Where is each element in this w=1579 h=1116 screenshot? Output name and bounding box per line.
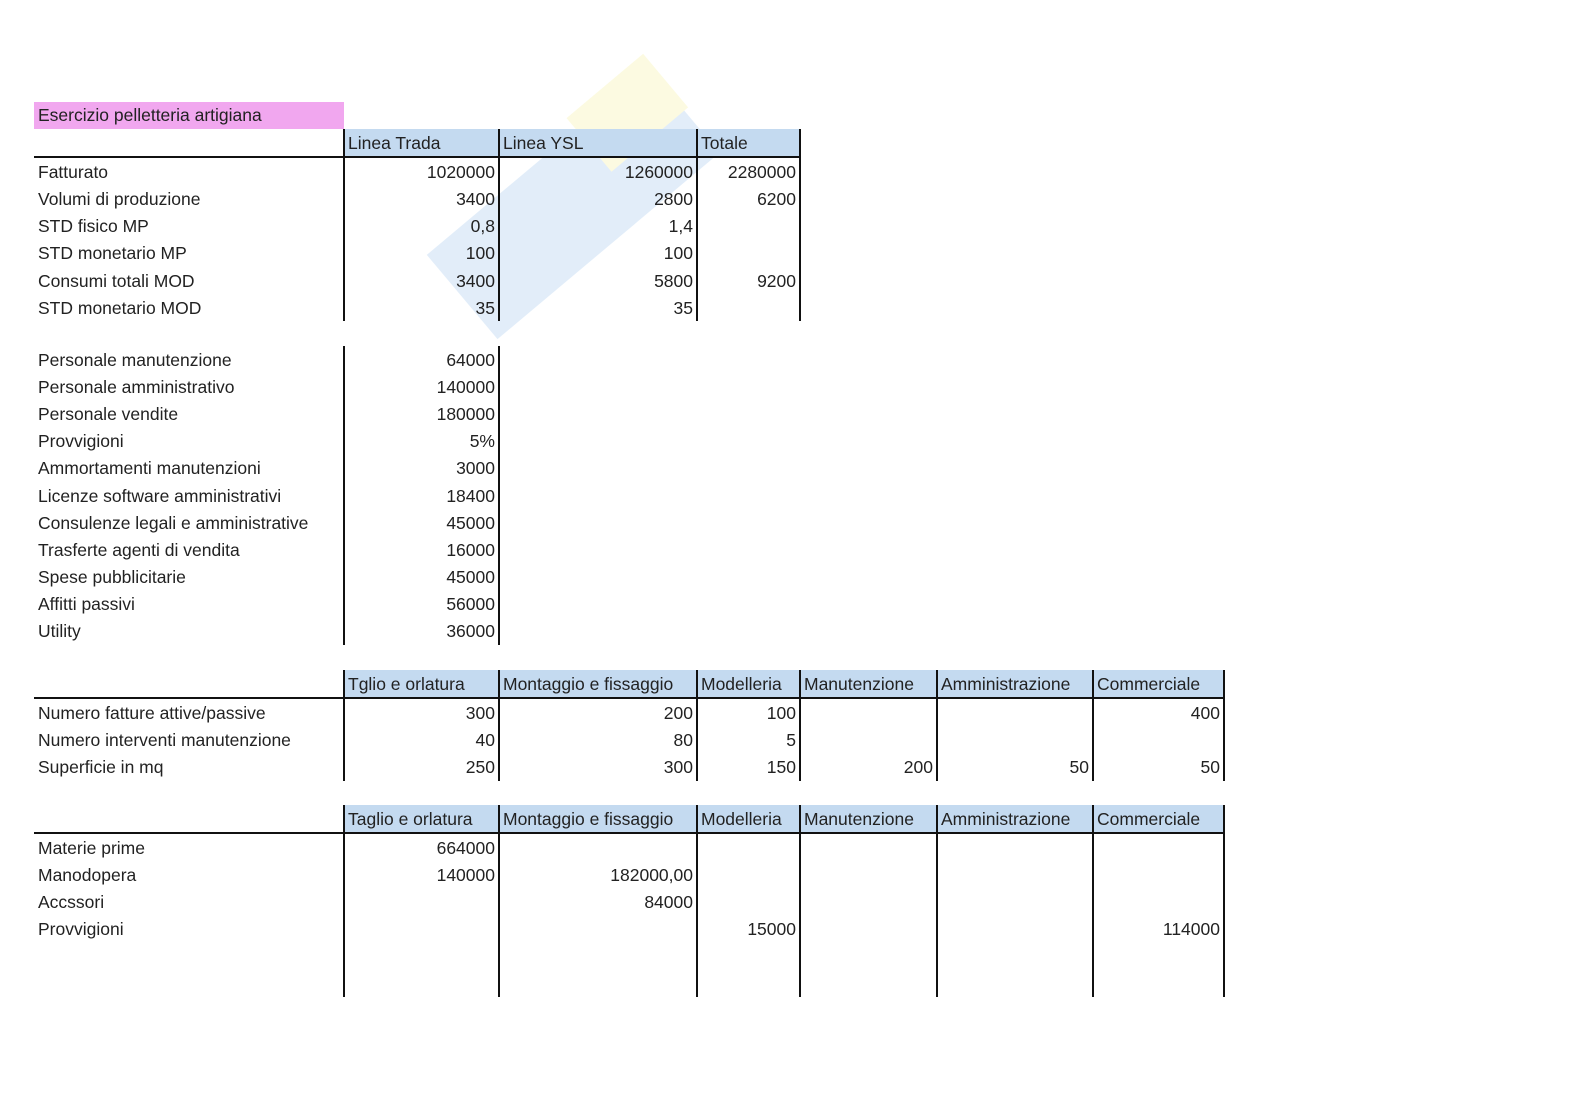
cell-value (1093, 833, 1224, 861)
cell-value (800, 916, 937, 943)
cell-value: 16000 (344, 536, 499, 563)
header-empty-cell (34, 670, 344, 698)
cell-value (937, 970, 1093, 997)
table-production (34, 129, 801, 321)
cell-value (1093, 861, 1224, 888)
row-label: Ammortamenti manutenzioni (38, 458, 261, 479)
table-header-row (34, 129, 800, 157)
table-row (34, 509, 499, 536)
table-row (34, 482, 499, 509)
cell-value: 114000 (1093, 916, 1224, 943)
table-row (34, 618, 499, 645)
row-label (34, 943, 344, 970)
cell-value: 84000 (499, 889, 697, 916)
table-row (34, 889, 1224, 916)
table-row (34, 240, 800, 267)
cell-value: 1,4 (499, 213, 697, 240)
cell-value: 5 (697, 726, 800, 753)
cell-value (1093, 943, 1224, 970)
cell-value (937, 726, 1093, 753)
table-costs (34, 346, 500, 645)
table-row (34, 213, 800, 240)
cell-value: 40 (344, 726, 499, 753)
header-cell: Montaggio e fissaggio (499, 805, 697, 833)
row-label: Licenze software amministrativi (38, 485, 282, 506)
cell-value (697, 240, 800, 267)
cell-value (499, 943, 697, 970)
table-row (34, 536, 499, 563)
table-row (34, 698, 1224, 726)
row-label: Consulenze legali e amministrative (38, 512, 309, 533)
header-empty-cell (34, 129, 344, 157)
cell-value: 200 (800, 754, 937, 781)
cell-value (697, 294, 800, 321)
cell-value: 35 (344, 294, 499, 321)
cell-value (800, 861, 937, 888)
cell-value: 150 (697, 754, 800, 781)
cell-value: 45000 (344, 564, 499, 591)
cell-value: 300 (344, 698, 499, 726)
cell-value (697, 889, 800, 916)
table-header-row (34, 805, 1224, 833)
table-row (34, 833, 1224, 861)
row-label: Numero fatture attive/passive (34, 698, 344, 726)
table-row (34, 157, 800, 185)
cell-value: 200 (499, 698, 697, 726)
header-cell: Commerciale (1093, 805, 1224, 833)
row-label: Personale amministrativo (38, 376, 235, 397)
cell-value: 50 (1093, 754, 1224, 781)
cell-value: 3000 (344, 455, 499, 482)
row-label: Accssori (38, 892, 105, 913)
cell-value (1093, 889, 1224, 916)
cell-value (499, 916, 697, 943)
sheet-title: Esercizio pelletteria artigiana (34, 102, 344, 129)
cell-value (697, 943, 800, 970)
cell-value (344, 970, 499, 997)
row-label: Provvigioni (38, 919, 124, 940)
cell-value: 2800 (499, 185, 697, 212)
cell-value (499, 833, 697, 861)
cell-value: 100 (697, 698, 800, 726)
cell-value: 35 (499, 294, 697, 321)
table-header-row (34, 670, 1224, 698)
table-row (34, 916, 1224, 943)
cell-value: 2280000 (697, 157, 800, 185)
cell-value: 5% (344, 428, 499, 455)
table-row (34, 754, 1224, 781)
row-label: Materie prime (34, 833, 344, 861)
cell-value (344, 889, 499, 916)
cell-value (937, 943, 1093, 970)
cell-value: 100 (499, 240, 697, 267)
cell-value (937, 916, 1093, 943)
cell-value: 15000 (697, 916, 800, 943)
cell-value: 9200 (697, 267, 800, 294)
row-label: STD fisico MP (38, 216, 149, 237)
table-row (34, 267, 800, 294)
cell-value: 3400 (344, 185, 499, 212)
table-row (34, 428, 499, 455)
header-cell: Commerciale (1093, 670, 1224, 698)
cell-value (937, 889, 1093, 916)
table-drivers (34, 670, 1225, 781)
cell-value (1093, 726, 1224, 753)
cell-value (697, 970, 800, 997)
cell-value (800, 889, 937, 916)
cell-value (697, 213, 800, 240)
row-label: Superficie in mq (38, 757, 164, 778)
cell-value (344, 916, 499, 943)
cell-value: 140000 (344, 861, 499, 888)
cell-value: 1020000 (344, 157, 499, 185)
row-label: Volumi di produzione (38, 188, 201, 209)
table-row (34, 861, 1224, 888)
table-row (34, 346, 499, 373)
cell-value (499, 970, 697, 997)
row-label: Personale manutenzione (38, 349, 232, 370)
cell-value: 36000 (344, 618, 499, 645)
table-row (34, 970, 1224, 997)
header-cell: Taglio e orlatura (344, 805, 499, 833)
cell-value: 180000 (344, 400, 499, 427)
cell-value: 0,8 (344, 213, 499, 240)
row-label: Fatturato (34, 157, 344, 185)
cell-value (697, 833, 800, 861)
table-row (34, 373, 499, 400)
header-cell: Manutenzione (800, 805, 937, 833)
row-label: Consumi totali MOD (38, 270, 195, 291)
cell-value: 1260000 (499, 157, 697, 185)
cell-value: 45000 (344, 509, 499, 536)
table-row (34, 185, 800, 212)
cell-value (697, 861, 800, 888)
table-row (34, 943, 1224, 970)
header-empty-cell (34, 805, 344, 833)
row-label: Spese pubblicitarie (38, 567, 186, 588)
row-label: Utility (38, 621, 81, 642)
table-row (34, 564, 499, 591)
header-cell: Linea YSL (499, 129, 697, 157)
table-row (34, 400, 499, 427)
cell-value (800, 970, 937, 997)
cell-value: 250 (344, 754, 499, 781)
cell-value (344, 943, 499, 970)
cell-value (800, 943, 937, 970)
cell-value: 5800 (499, 267, 697, 294)
row-label: Personale vendite (38, 403, 179, 424)
row-label: Affitti passivi (38, 594, 135, 615)
row-label (34, 970, 344, 997)
cell-value: 3400 (344, 267, 499, 294)
header-cell: Tglio e orlatura (344, 670, 499, 698)
cell-value: 664000 (344, 833, 499, 861)
cell-value: 6200 (697, 185, 800, 212)
cell-value (800, 726, 937, 753)
cell-value: 182000,00 (499, 861, 697, 888)
cell-value (1093, 970, 1224, 997)
row-label: STD monetario MP (38, 243, 187, 264)
cell-value (937, 698, 1093, 726)
header-cell: Totale (697, 129, 800, 157)
header-cell: Modelleria (697, 670, 800, 698)
cell-value: 100 (344, 240, 499, 267)
cell-value: 64000 (344, 346, 499, 373)
cell-value: 400 (1093, 698, 1224, 726)
cell-value (937, 833, 1093, 861)
row-label: Numero interventi manutenzione (38, 729, 291, 750)
cell-value: 300 (499, 754, 697, 781)
header-cell: Manutenzione (800, 670, 937, 698)
cell-value: 56000 (344, 591, 499, 618)
header-cell: Amministrazione (937, 670, 1093, 698)
header-cell: Modelleria (697, 805, 800, 833)
cell-value (800, 833, 937, 861)
table-row (34, 455, 499, 482)
table-allocation (34, 805, 1225, 997)
cell-value (937, 861, 1093, 888)
cell-value (800, 698, 937, 726)
row-label: Trasferte agenti di vendita (38, 539, 240, 560)
header-cell: Linea Trada (344, 129, 499, 157)
cell-value: 80 (499, 726, 697, 753)
cell-value: 50 (937, 754, 1093, 781)
table-row (34, 591, 499, 618)
table-row (34, 294, 800, 321)
header-cell: Amministrazione (937, 805, 1093, 833)
row-label: Provvigioni (38, 431, 124, 452)
cell-value: 18400 (344, 482, 499, 509)
cell-value: 140000 (344, 373, 499, 400)
row-label: STD monetario MOD (38, 297, 202, 318)
table-row (34, 726, 1224, 753)
header-cell: Montaggio e fissaggio (499, 670, 697, 698)
row-label: Manodopera (38, 864, 137, 885)
